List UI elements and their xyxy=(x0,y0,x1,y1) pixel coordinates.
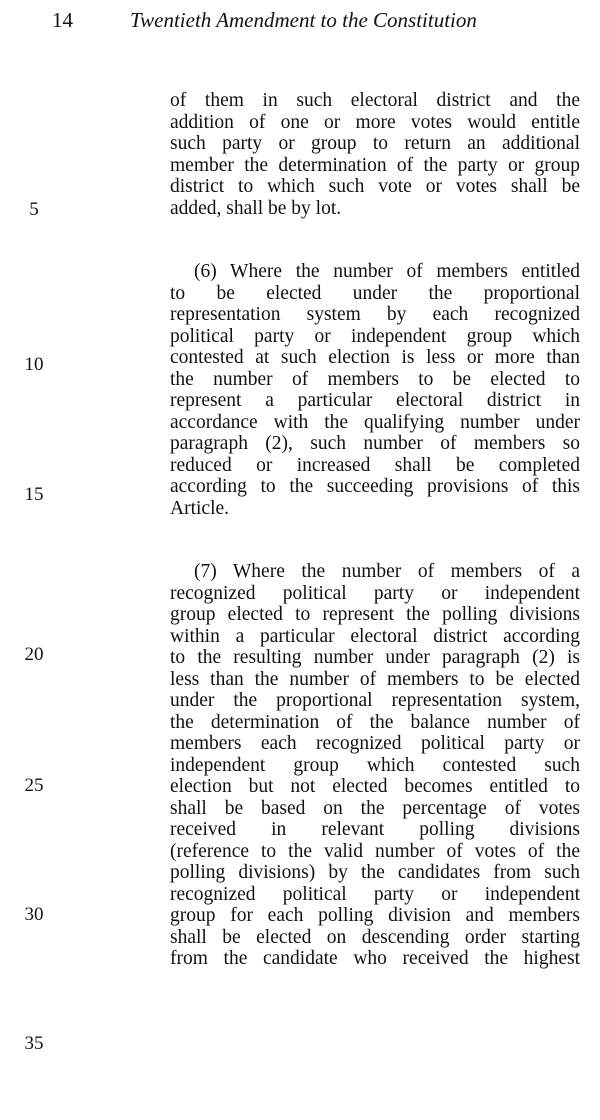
paragraph-7 xyxy=(170,561,580,970)
text-line: according to the succeeding provisions of this xyxy=(170,476,580,497)
page-number: 14 xyxy=(52,8,73,32)
line-number: 5 xyxy=(29,199,39,220)
line-number: 25 xyxy=(24,775,44,796)
text-line: group elected to represent the polling divisions xyxy=(170,604,580,625)
text-line: received in relevant polling divisions xyxy=(170,819,580,840)
text-line: the number of members to be elected to xyxy=(170,368,580,390)
paragraph-continuation xyxy=(170,90,580,219)
text-line: election but not elected becomes entitled to xyxy=(170,776,580,797)
text-line: (7) Where the number of members of a xyxy=(194,561,580,582)
text-line: shall be elected on descending order starting xyxy=(170,926,580,948)
text-line: political party or independent group which xyxy=(170,325,580,347)
text-line: contested at such election is less or more than xyxy=(170,347,580,368)
text-line: district to which such vote or votes shall be xyxy=(170,176,580,197)
text-line: member the determination of the party or group xyxy=(170,154,580,176)
text-line: accordance with the qualifying number under xyxy=(170,411,580,433)
text-line: recognized political party or independent xyxy=(170,883,580,905)
text-line: such party or group to return an additional xyxy=(170,133,580,154)
text-line: (6) Where the number of members entitled xyxy=(194,261,580,282)
text-line: group for each polling division and members xyxy=(170,905,580,926)
text-line: less than the number of members to be elected xyxy=(170,668,580,690)
text-line: (reference to the valid number of votes of the xyxy=(170,840,580,862)
text-line: under the proportional representation system, xyxy=(170,690,580,711)
text-line: within a particular electoral district according xyxy=(170,625,580,647)
text-line: recognized political party or independent xyxy=(170,582,580,604)
line-number: 15 xyxy=(24,484,44,505)
line-number: 20 xyxy=(24,644,44,665)
text-line: added, shall be by lot. xyxy=(170,197,342,219)
text-line: addition of one or more votes would entitle xyxy=(170,111,580,133)
text-line: Article. xyxy=(170,497,230,519)
text-line: to the resulting number under paragraph (2) is xyxy=(170,647,580,668)
text-line: representation system by each recognized xyxy=(170,304,580,325)
text-line: of them in such electoral district and the xyxy=(170,90,580,111)
line-number: 35 xyxy=(24,1033,44,1054)
line-number: 10 xyxy=(24,354,44,375)
text-line: members each recognized political party or xyxy=(170,733,580,754)
paragraph-6 xyxy=(170,261,580,519)
text-line: from the candidate who received the highest xyxy=(170,948,580,969)
text-line: represent a particular electoral district in xyxy=(170,390,580,411)
text-line: reduced or increased shall be completed xyxy=(170,454,580,476)
text-line: shall be based on the percentage of votes xyxy=(170,797,580,819)
line-number: 30 xyxy=(24,904,44,925)
text-line: independent group which contested such xyxy=(170,754,580,776)
text-line: paragraph (2), such number of members so xyxy=(170,433,580,454)
text-line: polling divisions) by the candidates from such xyxy=(170,862,580,883)
document-body xyxy=(170,90,580,1012)
running-header-title: Twentieth Amendment to the Constitution xyxy=(130,8,477,32)
text-line: to be elected under the proportional xyxy=(170,282,580,304)
text-line: the determination of the balance number of xyxy=(170,711,580,733)
